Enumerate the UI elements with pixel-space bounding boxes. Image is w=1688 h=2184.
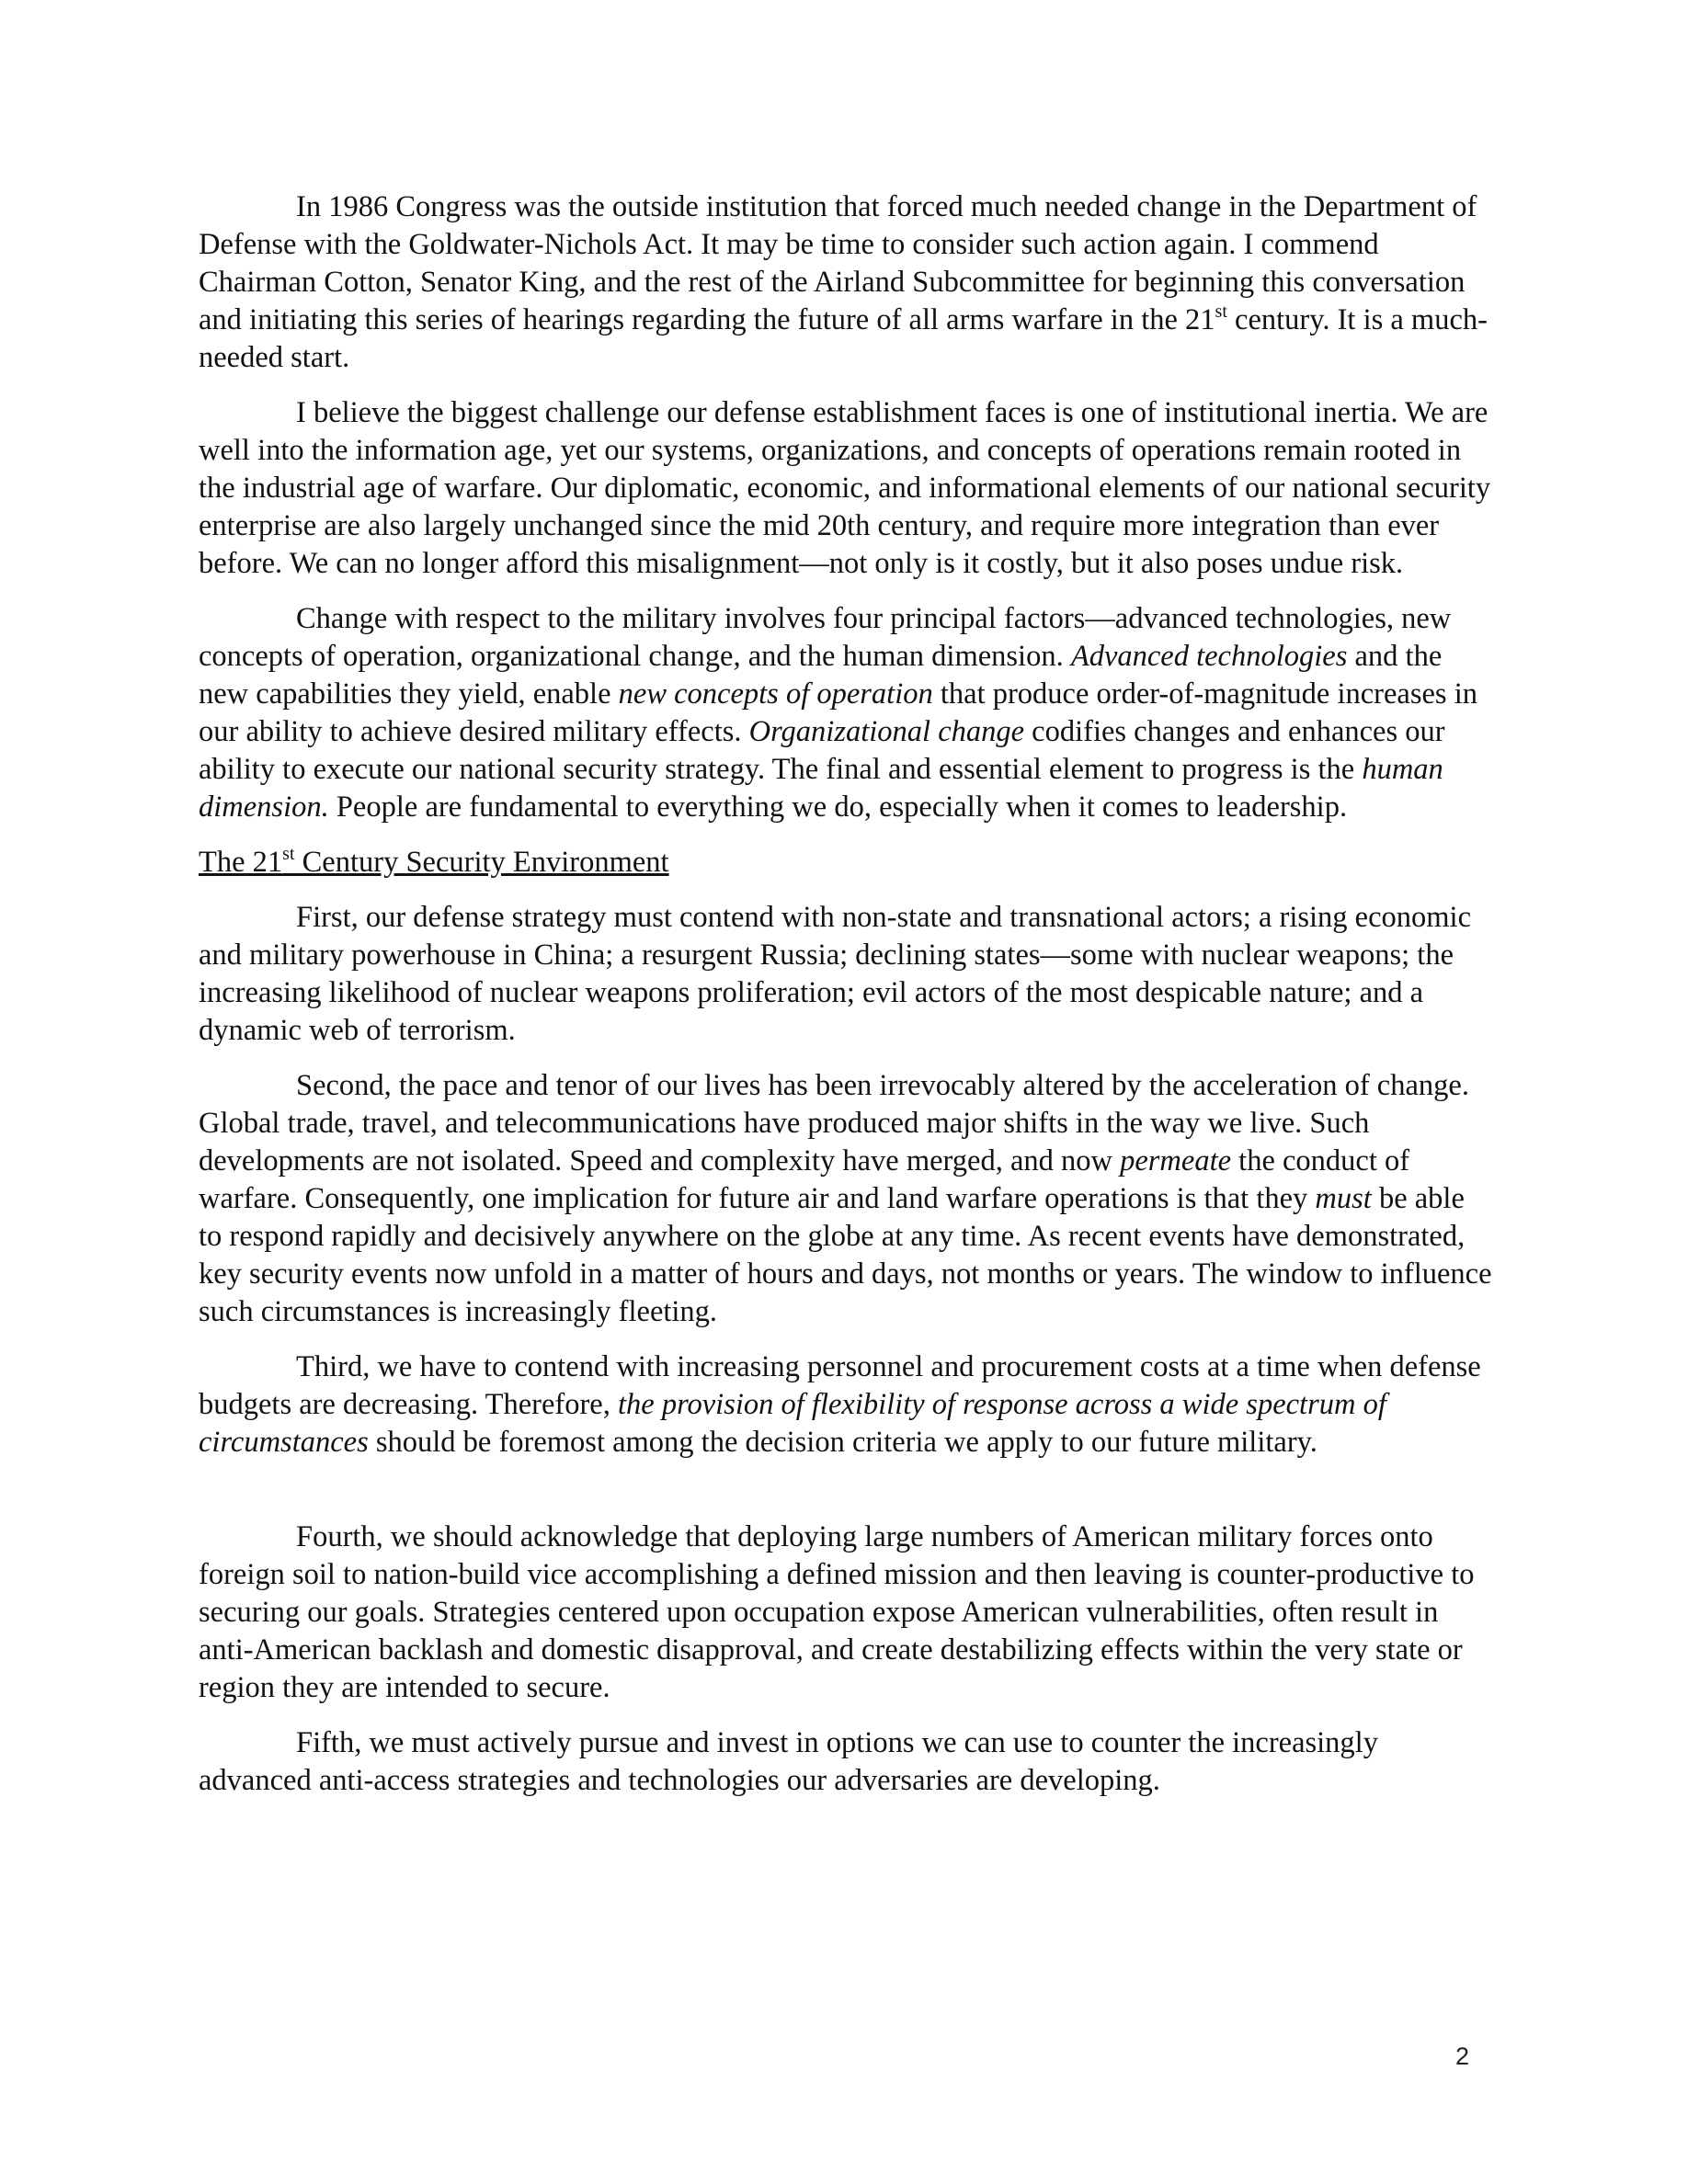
paragraph-institutional-inertia (199, 394, 1495, 583)
emphasis-text: human dimension. (199, 753, 1443, 824)
paragraph-third (199, 1348, 1495, 1462)
paragraph-text: In 1986 Congress was the outside institution that forced much needed change in the Department of Defense with the Goldwater-Nichols Act. It may be time to consider such action again. I commend Chairman Cotton, Senator King, and the rest of the Airland Subcommittee for beginning this conversation and initiating this series of hearings regarding the future of all arms warfare in the 21 (199, 190, 1477, 336)
paragraph-text: Second, the pace and tenor of our lives has been irrevocably altered by the acceleration of change. Global trade, travel, and telecommunications have produced major shifts in the way we live. Such developments are not isolated. Speed and complexity have merged, and now (199, 1069, 1469, 1177)
paragraph-text: be able to respond rapidly and decisively anywhere on the globe at any time. As recent events have demonstrated, key security events now unfold in a matter of hours and days, not months or years. The window to influence such circumstances is increasingly fleeting. (199, 1182, 1492, 1328)
paragraph-goldwater-nichols (199, 188, 1495, 377)
paragraph-text: that produce order-of-magnitude increases in our ability to achieve desired military effects. (199, 677, 1477, 748)
paragraph-text: Change with respect to the military involves four principal factors—advanced technologies, new concepts of operation, organizational change, and the human dimension. (199, 602, 1452, 673)
paragraph-second (199, 1067, 1495, 1331)
paragraph-text: People are fundamental to everything we do, especially when it comes to leadership. (328, 791, 1348, 824)
emphasis-text: the provision of flexibility of response across a wide spectrum of circumstances (199, 1388, 1386, 1459)
emphasis-text: Organizational change (748, 715, 1025, 748)
section-heading (199, 844, 1495, 882)
paragraph-text: I believe the biggest challenge our defense establishment faces is one of institutional inertia. We are well into the information age, yet our systems, organizations, and concepts of operations remain rooted in the industrial age of warfare. Our diplomatic, economic, and informational elements of our national security enterprise are also largely unchanged since the mid 20th century, and require more integration than ever before. We can no longer afford this misalignment—not only is it costly, but it also poses undue risk. (199, 396, 1491, 580)
emphasis-text: new concepts of operation (618, 677, 933, 711)
paragraph-fourth (199, 1519, 1495, 1707)
paragraph-text: First, our defense strategy must contend with non-state and transnational actors; a rising economic and military powerhouse in China; a resurgent Russia; declining states—some with nuclear weapons; the increasing likelihood of nuclear weapons proliferation; evil actors of the most despicable nature; and a dynamic web of terrorism. (199, 901, 1472, 1047)
page-number: 2 (1455, 2042, 1470, 2070)
heading-text: The 21 (199, 846, 283, 879)
heading-text: Century Security Environment (294, 846, 669, 879)
paragraph-text: the conduct of warfare. Consequently, one implication for future air and land warfare operations is that they (199, 1144, 1410, 1215)
paragraph-fifth (199, 1724, 1495, 1800)
paragraph-text: and the new capabilities they yield, enable (199, 640, 1443, 711)
paragraph-text: should be foremost among the decision criteria we apply to our future military. (368, 1426, 1317, 1459)
emphasis-text: must (1315, 1182, 1372, 1215)
paragraph-text: Third, we have to contend with increasing personnel and procurement costs at a time when defense budgets are decreasing. Therefore, (199, 1350, 1481, 1421)
paragraph-text: Fifth, we must actively pursue and invest in options we can use to counter the increasingly advanced anti-access strategies and technologies our adversaries are developing. (199, 1726, 1378, 1797)
ordinal-suffix: st (1215, 301, 1227, 322)
document-body (199, 188, 1495, 1817)
emphasis-text: permeate (1120, 1144, 1232, 1177)
emphasis-text: Advanced technologies (1070, 640, 1348, 673)
paragraph-text: codifies changes and enhances our ability to execute our national security strategy. The final and essential element to progress is the (199, 715, 1445, 786)
paragraph-four-factors (199, 600, 1495, 826)
ordinal-suffix: st (282, 844, 295, 864)
paragraph-text: century. It is a much-needed start. (199, 303, 1488, 374)
paragraph-first (199, 899, 1495, 1050)
paragraph-text: Fourth, we should acknowledge that deploying large numbers of American military forces onto foreign soil to nation-build vice accomplishing a defined mission and then leaving is counter-productive to securing our goals. Strategies centered upon occupation expose American vulnerabilities, often result in anti-American backlash and domestic disapproval, and create destabilizing effects within the very state or region they are intended to secure. (199, 1520, 1475, 1704)
